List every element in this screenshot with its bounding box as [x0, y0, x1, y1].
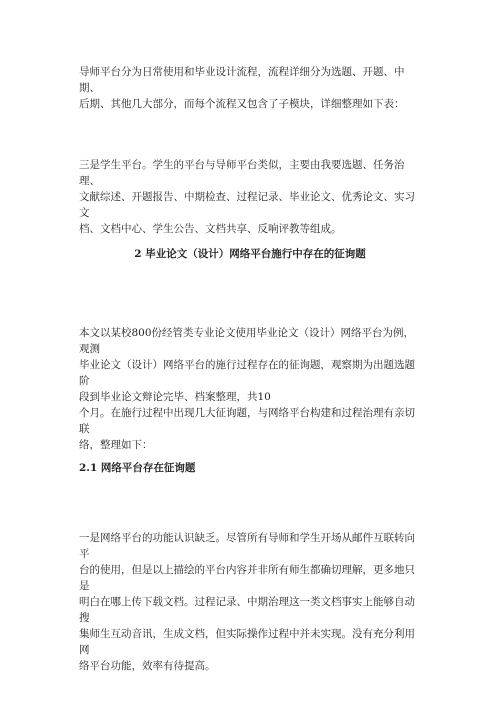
- text-line: 文献综述、开题报告、中期检查、过程记录、毕业论文、优秀论文、实习文: [79, 191, 415, 219]
- text-line: 集师生互动音讯，生成文档，但实际操作过程中并未实现。没有充分利用网: [79, 628, 415, 656]
- paragraph-platform-issues: [79, 530, 423, 674]
- text-line: 段到毕业论文辩论完毕、档案整理，共10: [79, 391, 271, 403]
- text-line: 个月。在施行过程中出现几大征询题，与网络平台构建和过程治理有亲切联: [79, 407, 415, 435]
- text-line: 后期、其他几大部分，而每个流程又包含了子模块，详细整理如下表：: [79, 98, 405, 110]
- text-line: 络平台功能，效率有待提高。: [79, 660, 216, 672]
- paragraph-case-study: [79, 325, 423, 453]
- text-line: 络，整理如下：: [79, 439, 153, 451]
- text-line: 一是网络平台的功能认识缺乏。尽管所有导师和学生开场从邮件互联转向平: [79, 532, 415, 560]
- paragraph-student-platform: [79, 157, 423, 237]
- text-line: 本文以某校800份经管类专业论文使用毕业论文（设计）网络平台为例，观测: [79, 327, 415, 355]
- paragraph-mentor-platform: [79, 64, 423, 112]
- text-line: 台的使用，但是以上描绘的平台内容并非所有师生都确切理解，更多地只是: [79, 564, 415, 592]
- text-line: 明白在哪上传下载文档。过程记录、中期治理这一类文档事实上能够自动搜: [79, 596, 415, 624]
- subsection-heading: 2.1 网络平台存在征询题: [79, 462, 196, 474]
- text-line: 档、文档中心、学生公告、文档共享、反响评教等组成。: [79, 223, 342, 235]
- text-line: 导师平台分为日常使用和毕业设计流程，流程详细分为选题、开题、中期、: [79, 66, 405, 94]
- text-line: 三是学生平台。学生的平台与导师平台类似，主要由我要选题、任务治理、: [79, 159, 405, 187]
- section-heading: 2 毕业论文（设计）网络平台施行中存在的征询题: [134, 248, 366, 260]
- text-line: 毕业论文（设计）网络平台的施行过程存在的征询题，观察期为出题选题阶: [79, 359, 415, 387]
